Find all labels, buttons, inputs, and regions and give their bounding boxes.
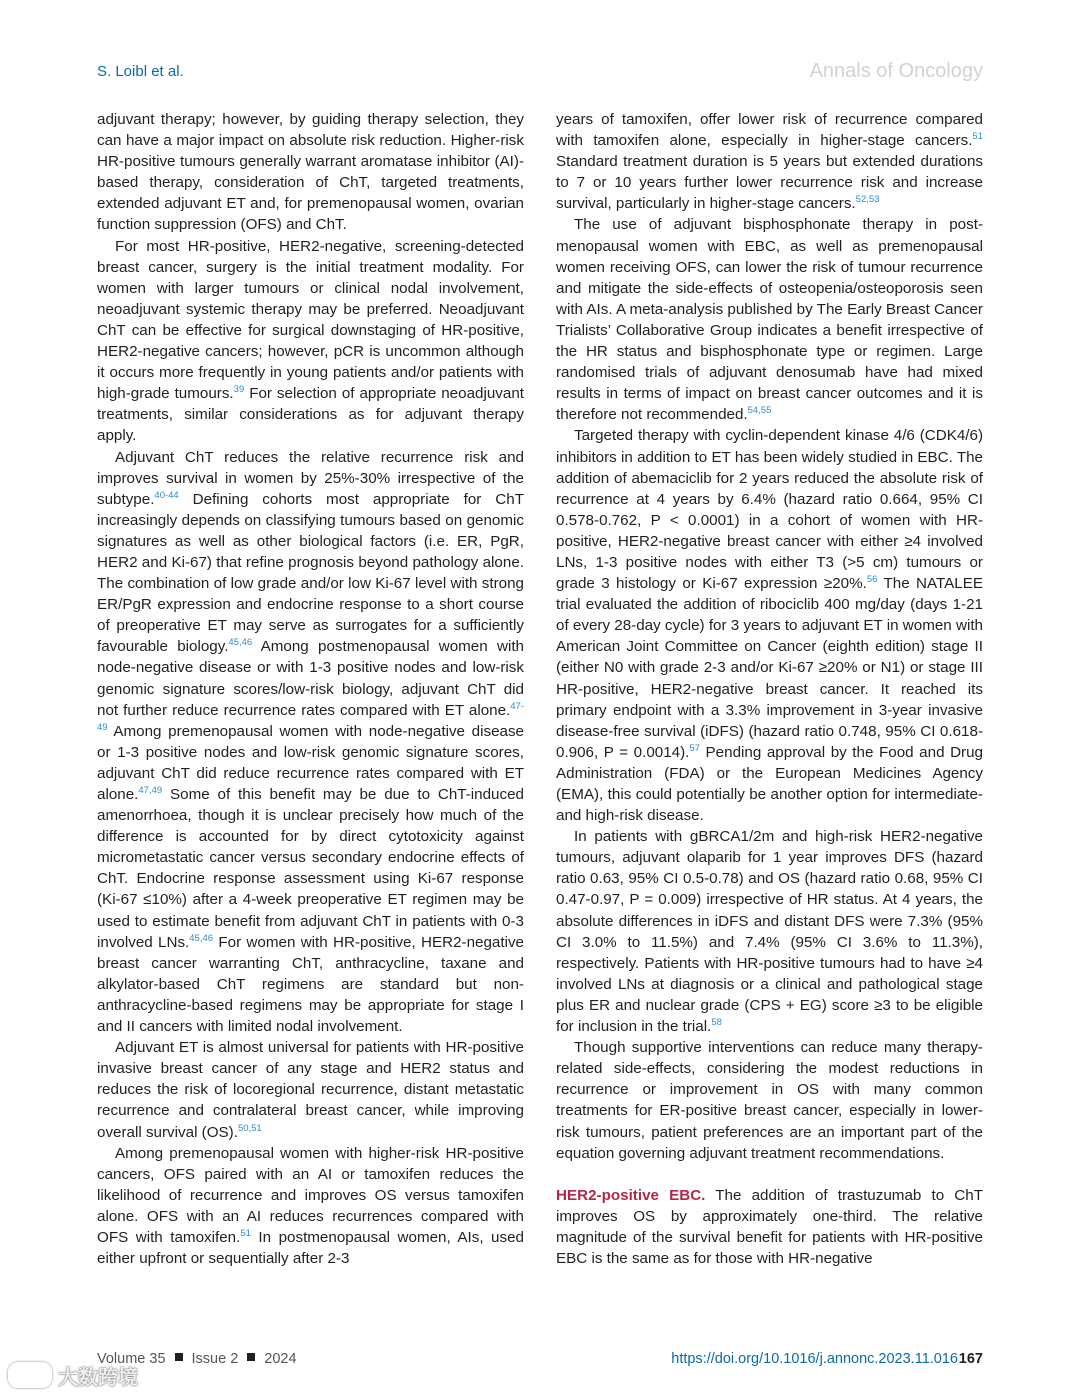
running-header-journal: Annals of Oncology <box>809 60 983 82</box>
citation[interactable]: 58 <box>711 1017 722 1029</box>
section-paragraph: HER2-positive EBC. The addition of trastuzumab to ChT improves OS by approximately one-third. The relative magnitude of the survival benefit for patients with HR-positive EBC is the same as for those with HR-negative <box>556 1186 983 1267</box>
citation[interactable]: 56 <box>866 574 878 586</box>
paragraph: The use of adjuvant bisphosphonate therapy in postmenopausal women with EBC, as well as premenopausal women receiving OFS, can lower the risk of tumour recurrence and mitigate the side-effects of osteopenia/osteoporosis seen with AIs. A meta-analysis published by The Early Breast Cancer Trialists’ Collaborative Group indicates a benefit irrespective of the HR status and bisphosphonate type or regimen. Large randomised trials of adjuvant denosumab have had mixed results in terms of impact on breast cancer outcomes and it is therefore not recommended.$^{54,55}$ <box>556 216 983 424</box>
watermark: 大数跨境 <box>8 1361 138 1390</box>
paragraph: For most HR-positive, HER2-negative, screening-detected breast cancer, surgery is the initial treatment modality. For women with larger tumours or clinical nodal involvement, neoadjuvant systemic therapy may be preferred. Neoadjuvant ChT can be effective for surgical downstaging of HR-positive, HER2-negative cancers; however, pCR is uncommon although it occurs more frequently in young patients and/or patients with high-grade tumours.$^{39}$ For selection of appropriate neoadjuvant treatments, similar considerations as for adjuvant therapy apply. <box>97 237 524 445</box>
citation[interactable]: 51 <box>240 1227 251 1239</box>
paragraph: Though supportive interventions can reduce many therapy-related side-effects, considering the modest reductions in recurrence or improvement in OS with many common treatments for ER-positive breast cancer, especially in lower-risk tumours, patient preferences are an important part of the equation governing adjuvant treatment recommendations. <box>556 1039 983 1162</box>
footer-issue: Volume 35 Issue 2 2024 <box>97 1351 297 1367</box>
page-footer <box>0 1351 1080 1373</box>
citation[interactable]: 57 <box>689 742 700 754</box>
paragraph: Among premenopausal women with higher-risk HR-positive cancers, OFS paired with an AI or tamoxifen reduces the likelihood of recurrence and improves OS versus tamoxifen alone. OFS with an AI reduces recurrences compared with OFS with tamoxifen.$^{51}$ In postmenopausal women, AIs, used either upfront or sequentially after 2-3 <box>97 1144 524 1268</box>
citation[interactable]: 51 <box>972 131 983 143</box>
citation[interactable]: 45,46 <box>228 637 253 649</box>
citation[interactable]: 45,46 <box>189 932 214 944</box>
paragraph: Adjuvant ChT reduces the relative recurrence risk and improves survival in women by 25%-30% irrespective of the subtype.$^{40-44}$ Defining cohorts most appropriate for ChT increasingly depends on classifying tumours based on genomic signatures as well as other biological factors (i.e. ER, PgR, HER2 and Ki-67) that refine prognosis beyond pathology alone. The combination of low grade and/or low Ki-67 level with strong ER/PgR expression and endocrine response to a short course of preoperative ET may serve as surrogates for a sufficiently favourable biology.$^{45,46}$ Among postmenopausal women with node-negative disease or with 1-3 positive nodes and low-risk genomic signature scores/low-risk biology, adjuvant ChT did not further reduce recurrence rates compared with ET alone.$^{47-49}$ Among premenopausal women with node-negative disease or 1-3 positive nodes and low-risk genomic signature scores, adjuvant ChT did reduce recurrence rates compared with ET alone.$^{47,49}$ Some of this benefit may be due to ChT-induced amenorrhoea, though it is unclear precisely how much of the difference is accounted for by direct cytotoxicity against micrometastatic cancer versus secondary endocrine effects of ChT. Endocrine response assessment using Ki-67 response (Ki-67 ≤10%) after a 4-week preoperative ET regimen may be used to estimate benefit from adjuvant ChT in patients with 0-3 involved LNs.$^{45,46}$ For women with HR-positive, HER2-negative breast cancer warranting ChT, anthracycline, taxane and alkylator-based ChT regimens are standard but non-anthracycline-based regimens may be appropriate for stage I and II cancers with limited nodal involvement. <box>97 448 525 1036</box>
left-column <box>97 109 524 1269</box>
citation[interactable]: 54,55 <box>747 405 772 417</box>
citation[interactable]: 47,49 <box>138 785 163 796</box>
paragraph: adjuvant therapy; however, by guiding therapy selection, they can have a major impact on absolute risk reduction. Higher-risk HR-positive tumours generally warrant aromatase inhibitor (AI)-based therapy, consideration of ChT, targeted treatments, extended adjuvant ET and, for premenopausal women, ovarian function suppression (OFS) and ChT. <box>97 111 524 234</box>
right-column <box>556 109 983 1269</box>
paragraph: years of tamoxifen, offer lower risk of recurrence compared with tamoxifen alone, especially in higher-stage cancers.$^{51}$ Standard treatment duration is 5 years but extended durations to 7 or 10 years further lower recurrence risk and increase survival, particularly in higher-stage cancers.$^{52,53}$ <box>556 111 983 213</box>
citation[interactable]: 52,53 <box>855 194 880 206</box>
paragraph: Adjuvant ET is almost universal for patients with HR-positive invasive breast cancer of any stage and HER2 status and reduces the risk of locoregional recurrence, distant metastatic recurrence and contralateral breast cancer, while improving overall survival (OS).$^{50,51}$ <box>97 1039 524 1141</box>
citation[interactable]: 50,51 <box>237 1122 262 1134</box>
page-number: 167 <box>958 1351 983 1367</box>
citation[interactable]: 39 <box>233 384 245 396</box>
section-title: HER2-positive EBC. <box>556 1186 706 1204</box>
paragraph: In patients with gBRCA1/2m and high-risk HER2-negative tumours, adjuvant olaparib for 1 year improves DFS (hazard ratio 0.63, 95% CI 0.5-0.78) and OS (hazard ratio 0.68, 95% CI 0.47-0.97, P = 0.009) irrespective of HR status. At 4 years, the absolute differences in iDFS and distant DFS were 7.3% (95% CI 3.0% to 11.5%) and 7.4% (95% CI 3.6% to 11.3%), respectively. Patients with HR-positive tumours had to have ≥4 involved LNs at diagnosis or a clinical and pathological stage plus ER and nuclear grade (CPS + EG) score ≥3 to be eligible for inclusion in the trial.$^{58}$ <box>556 828 983 1036</box>
citation[interactable]: 47-49 <box>97 700 524 733</box>
watermark-logo-icon <box>8 1362 52 1388</box>
running-header-author: S. Loibl et al. <box>97 63 184 80</box>
paragraph: Targeted therapy with cyclin-dependent kinase 4/6 (CDK4/6) inhibitors in addition to ET has been widely studied in EBC. The addition of abemaciclib for 2 years reduced the absolute risk of recurrence at 4 years by 6.4% (hazard ratio 0.664, 95% CI 0.578-0.762, P < 0.0001) in a cohort of women with HR-positive, HER2-negative breast cancer with either ≥4 involved LNs, 1-3 positive nodes with either T3 (>5 cm) tumours or grade 3 histology or Ki-67 expression ≥20%.$^{56}$ The NATALEE trial evaluated the addition of ribociclib 400 mg/day (days 1-21 of every 28-day cycle) for 3 years to adjuvant ET in women with American Joint Committee on Cancer (eighth edition) stage II (either N0 with grade 2-3 and/or Ki-67 ≥20% or N1) or stage III HR-positive, HER2-negative breast cancer. It reached its primary endpoint with a 3.3% improvement in 3-year invasive disease-free survival (iDFS) (hazard ratio 0.748, 95% CI 0.618-0.906, P = 0.0014).$^{57}$ Pending approval by the Food and Drug Administration (FDA) or the European Medicines Agency (EMA), this could potentially be another option for intermediate- and high-risk disease. <box>556 427 984 825</box>
citation[interactable]: 40-44 <box>154 489 179 501</box>
doi-link[interactable]: https://doi.org/10.1016/j.annonc.2023.11.016 <box>671 1351 958 1367</box>
